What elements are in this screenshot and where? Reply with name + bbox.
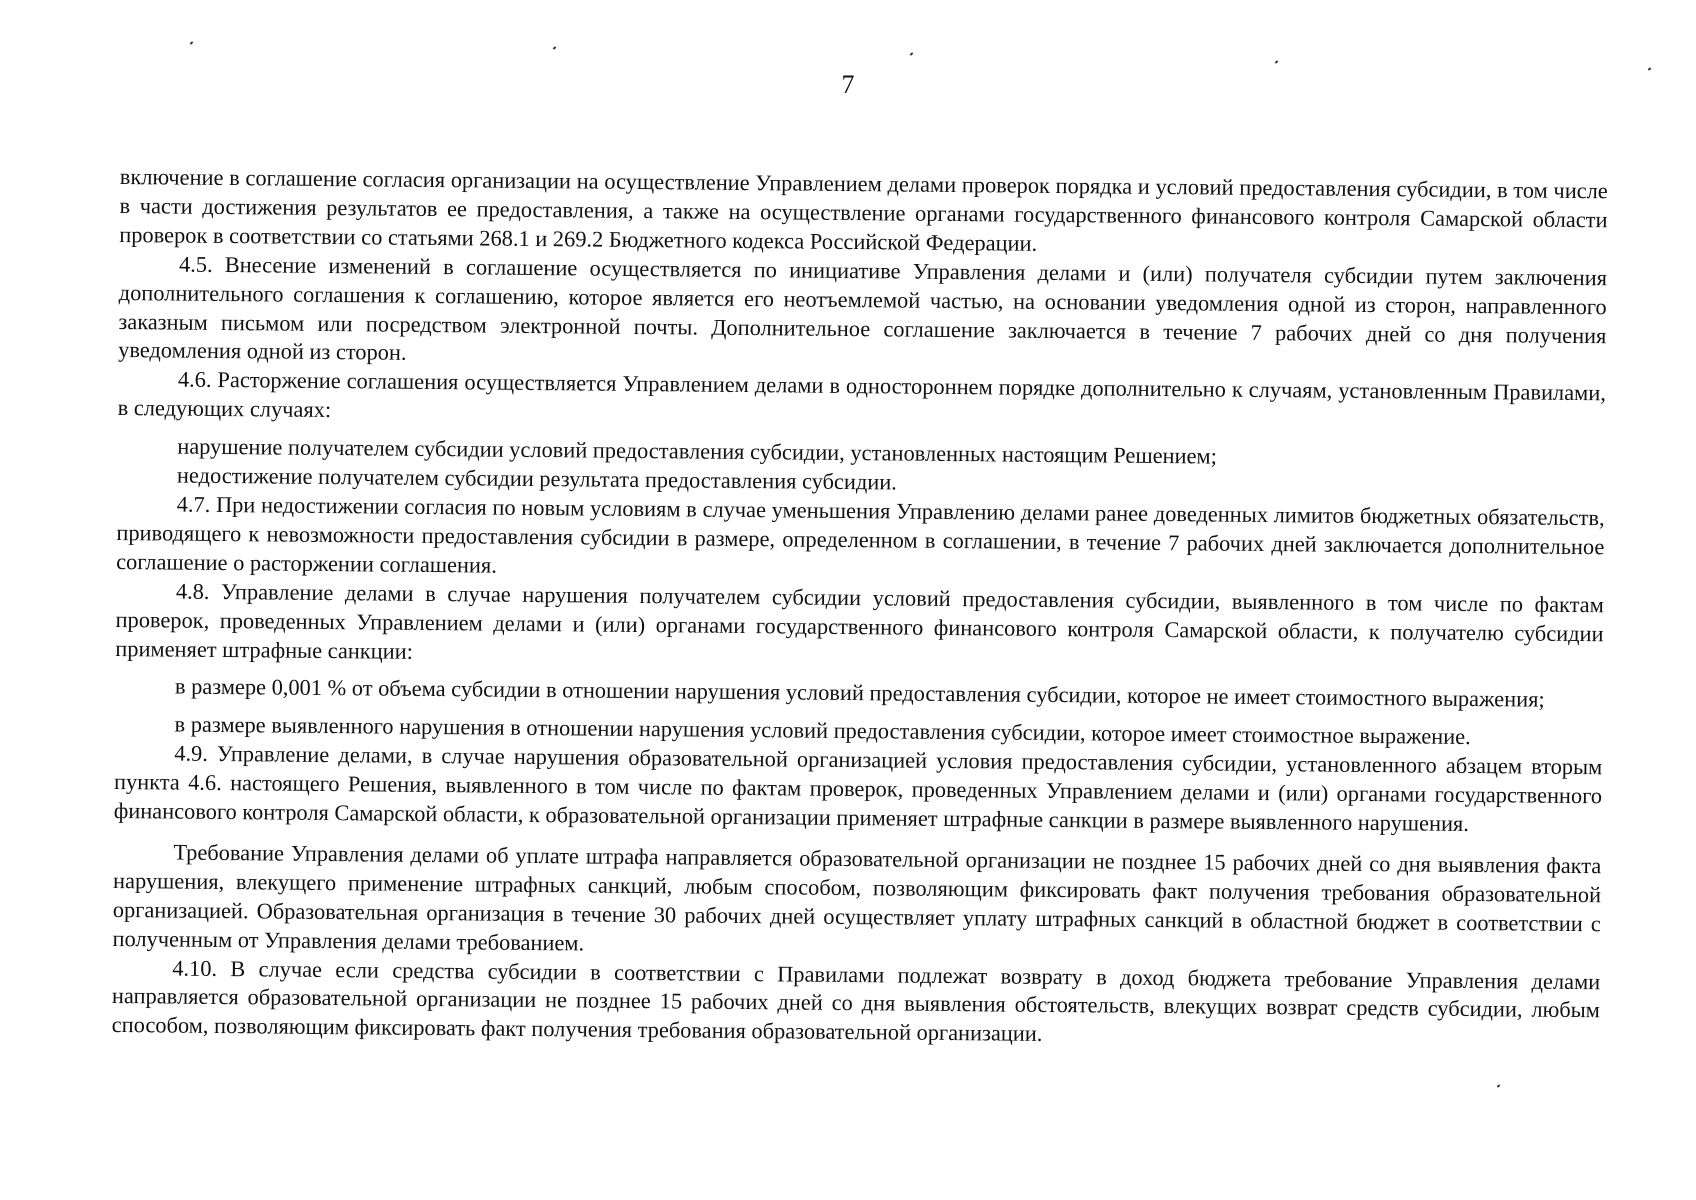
scan-speck <box>1275 60 1279 63</box>
paragraph-penalty-demand: Требование Управления делами об уплате штрафа направляется образовательной организации не позднее 15 рабочих дней со дня выявления факта нарушения, влекущего применение штрафных санкций, любым способом, позволяющим фиксировать факт получения требования образовательной организацией. Образовательная организация в течение 30 рабочих дней осуществляет уплату штрафных санкций в областной бюджет в соответствии с полученным от Управления делами требованием. <box>112 839 1602 956</box>
scan-speck <box>190 41 194 44</box>
scan-speck <box>553 46 557 49</box>
paragraph-4-7: 4.7. При недостижении согласия по новым условиям в случае уменьшения Управлению делами ранее доведенных лимитов бюджетных обязательств, приводящего к невозможности предоставления субсидии в размере, определенном в соглашении, в течение 7 рабочих дней заключается дополнительное соглашение о расторжении соглашения. <box>116 491 1605 578</box>
page-number: 7 <box>841 70 855 99</box>
paragraph-4-9: 4.9. Управление делами, в случае нарушения образовательной организацией условия предоставления субсидии, установленного абзацем вторым пункта 4.6. настоящего Решения, выявленного в том числе по фактам проверок, проведенных Управлением делами и (или) органами государственного финансового контроля Самарской области, к образовательной организации применяет штрафные санкции в размере выявленного нарушения. <box>113 740 1603 837</box>
paragraph-4-6: 4.6. Расторжение соглашения осуществляется Управлением делами в одностороннем порядке дополнительно к случаям, установленным Правилами, в следующих случаях: <box>117 366 1606 423</box>
paragraph-4-6-case-1: нарушение получателем субсидии условий предоставления субсидии, установленных настоящим Решением; <box>177 433 1218 469</box>
paragraph-4-8-penalty-1: в размере 0,001 % от объема субсидии в отношении нарушения условий предоставления субсидии, которое не имеет стоимостного выражения; <box>174 673 1545 713</box>
paragraph-4-8: 4.8. Управление делами в случае нарушения получателем субсидии условий предоставления субсидии, выявленного в том числе по фактам проверок, проведенных Управлением делами и (или) органами государственного финансового контроля Самарской области, к получателю субсидии применяет штрафные санкции: <box>115 578 1604 664</box>
paragraph-4-6-case-2: недостижение получателем субсидии результата предоставления субсидии. <box>176 462 897 495</box>
paragraph-4-10: 4.10. В случае если средства субсидии в соответствии с Правилами подлежат возврату в доход бюджета требование Управления делами направляется образовательной организации не позднее 15 рабочих дней со дня выявления обстоятельств, влекущих возврат средств субсидии, любым способом, позволяющим фиксировать факт получения требования образовательной организации. <box>111 955 1601 1047</box>
scan-speck <box>1648 67 1652 70</box>
scan-speck <box>910 52 914 55</box>
scan-speck <box>1497 1084 1501 1087</box>
paragraph-consent-clause: включение в соглашение согласия организации на осуществление Управлением делами проверок порядка и условий предоставления субсидии, в том числе в части достижения результатов ее предоставления, а также на осуществление органами государственного финансового контроля Самарской области проверок в соответствии со статьями 268.1 и 269.2 Бюджетного кодекса Российской Федерации. <box>119 163 1608 256</box>
document-body <box>112 163 1608 1055</box>
paragraph-4-8-penalty-2: в размере выявленного нарушения в отношении нарушения условий предоставления субсидии, которое имеет стоимостное выражение. <box>174 711 1471 750</box>
paragraph-4-5: 4.5. Внесение изменений в соглашение осуществляется по инициативе Управления делами и (или) получателя субсидии путем заключения дополнительного соглашения к соглашению, которое является его неотъемлемой частью, на основании уведомления одной из сторон, направленного заказным письмом или посредством электронной почты. Дополнительное соглашение заключается в течение 7 рабочих дней со дня получения уведомления одной из сторон. <box>118 251 1608 366</box>
